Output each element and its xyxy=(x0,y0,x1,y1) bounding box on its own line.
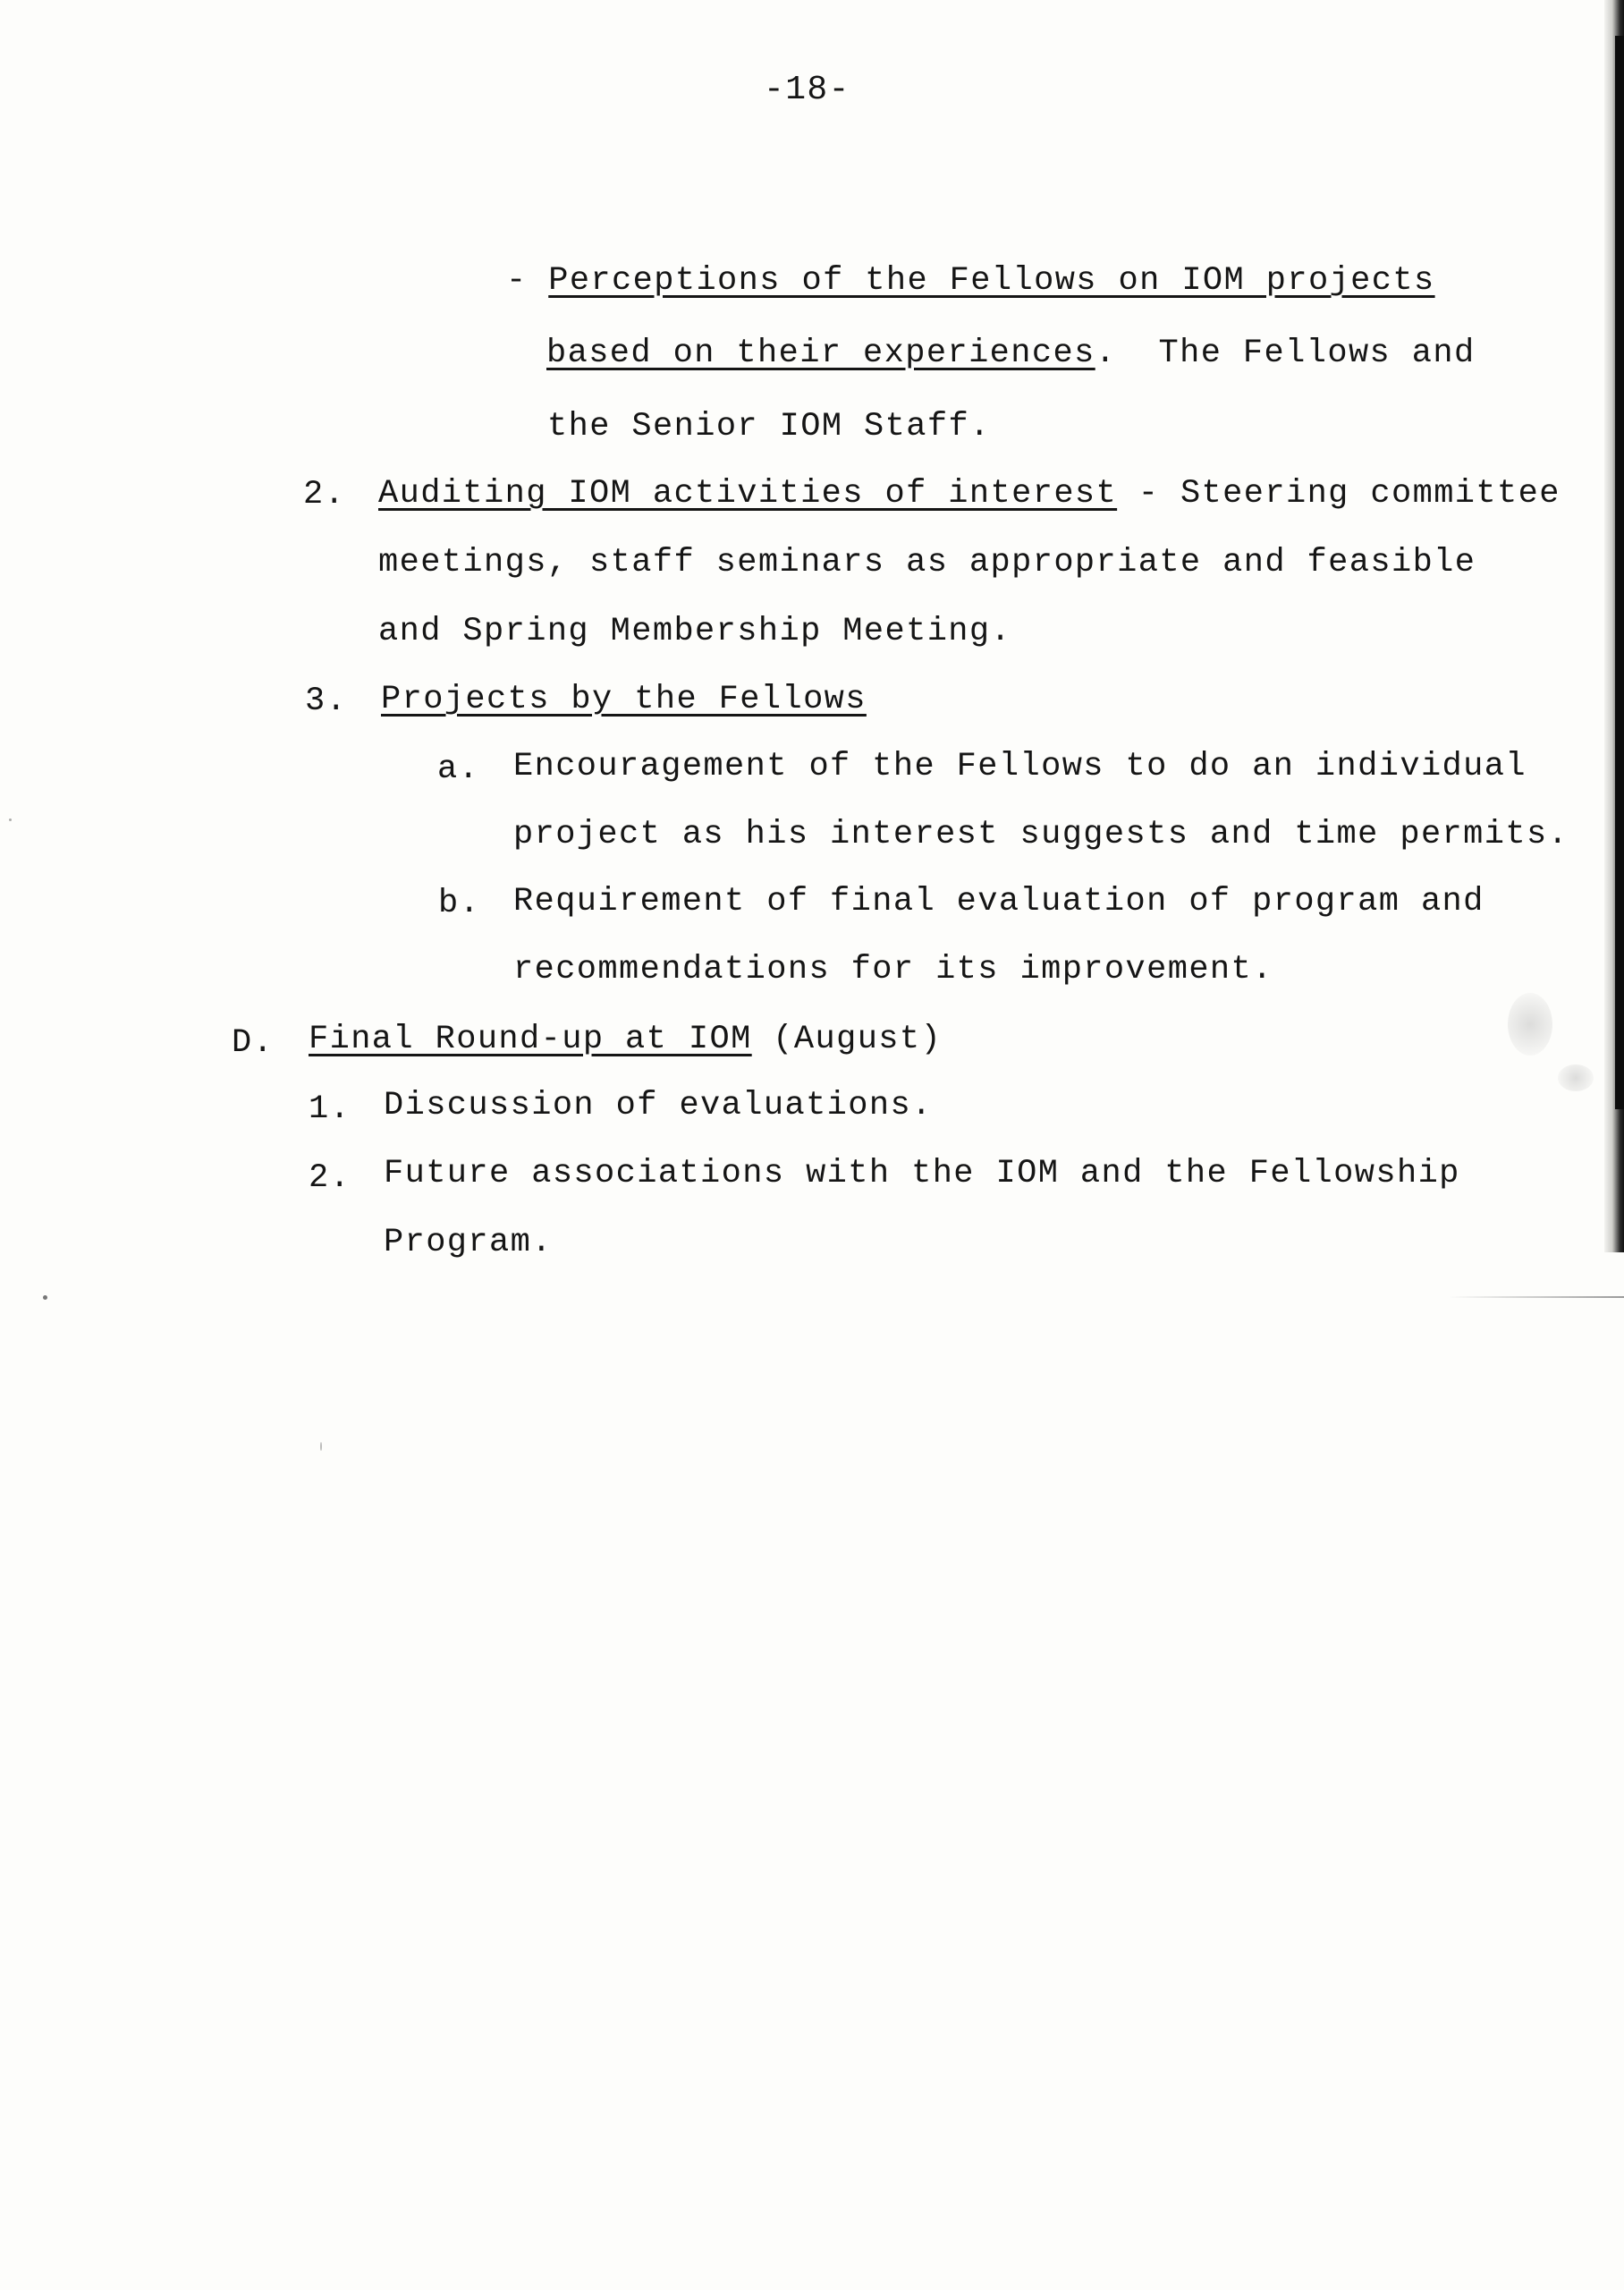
item-2-line-3: and Spring Membership Meeting. xyxy=(378,613,1012,650)
item-2-line-2: meetings, staff seminars as appropriate and feasible xyxy=(378,544,1476,581)
item-3-heading: Projects by the Fellows xyxy=(381,681,867,718)
section-D-item-2-number: 2. xyxy=(309,1159,351,1197)
sub-item-b-line-1: Requirement of final evaluation of program and xyxy=(513,883,1484,920)
bullet-line-3: the Senior IOM Staff. xyxy=(547,408,991,445)
bullet-line-1 xyxy=(506,261,1435,301)
section-D-line-1 xyxy=(309,1020,942,1059)
item-2-number: 2. xyxy=(303,476,346,513)
sub-item-a-line-2: project as his interest suggests and time permits. xyxy=(513,816,1569,853)
item-3-line-1 xyxy=(381,680,867,719)
page-number: -18- xyxy=(764,71,850,109)
binding-edge-dark xyxy=(1615,36,1624,1109)
section-D-item-1-text: Discussion of evaluations. xyxy=(384,1087,933,1124)
scan-speck xyxy=(43,1295,47,1300)
scan-smudge xyxy=(1508,993,1552,1056)
bullet-rest-text: . The Fellows and xyxy=(1095,335,1476,372)
item-3-number: 3. xyxy=(305,683,348,720)
bullet-underlined-text-2: based on their experiences xyxy=(546,335,1095,372)
scan-speck xyxy=(320,1442,322,1451)
section-D-item-1-number: 1. xyxy=(309,1090,351,1128)
scan-smudge xyxy=(1558,1064,1594,1091)
item-2-heading-rest: - Steering committee xyxy=(1117,475,1561,513)
scan-speck xyxy=(9,818,12,821)
item-2-line-1 xyxy=(378,474,1561,513)
section-D-heading-rest: (August) xyxy=(751,1021,943,1058)
sub-item-b-marker: b. xyxy=(438,885,481,922)
section-D-item-2-line-2: Program. xyxy=(384,1224,553,1261)
section-D-item-2-line-1: Future associations with the IOM and the Fellowship xyxy=(384,1155,1460,1192)
sub-item-a-marker: a. xyxy=(437,751,480,788)
bullet-line-2 xyxy=(546,334,1476,373)
bullet-underlined-text: Perceptions of the Fellows on IOM projects xyxy=(548,262,1435,300)
sub-item-b-line-2: recommendations for its improvement. xyxy=(513,951,1273,988)
bullet-dash: - xyxy=(506,262,549,300)
section-D-marker: D. xyxy=(232,1024,275,1062)
section-D-heading: Final Round-up at IOM xyxy=(309,1021,752,1058)
sub-item-a-line-1: Encouragement of the Fellows to do an individual xyxy=(513,748,1527,785)
paper-fold-line xyxy=(1449,1296,1624,1298)
item-2-heading: Auditing IOM activities of interest xyxy=(378,475,1118,513)
